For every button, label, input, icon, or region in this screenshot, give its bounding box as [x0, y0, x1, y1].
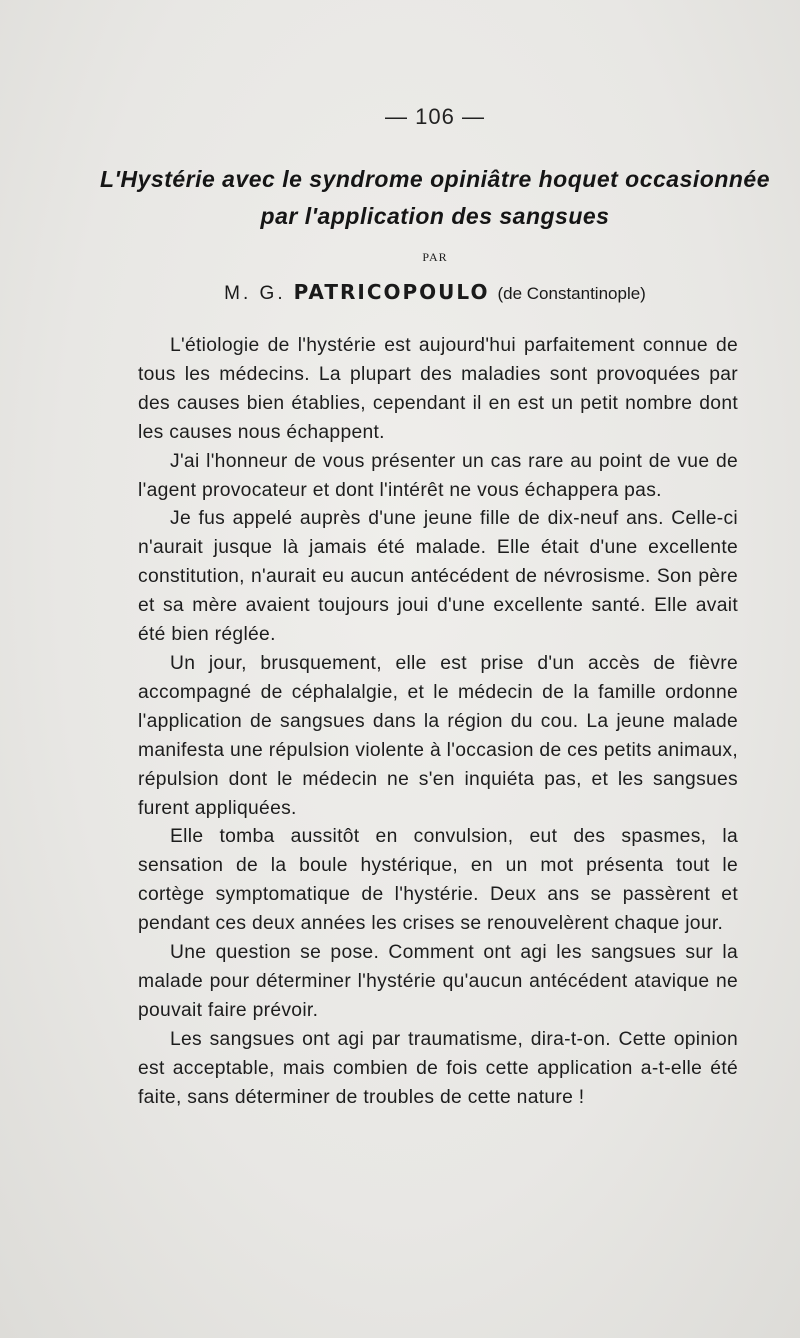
author-name: PATRICOPOULO — [293, 280, 490, 304]
article-body — [138, 332, 738, 1112]
paragraph-6: Une question se pose. Comment ont agi les sangsues sur la malade pour déterminer l'hystérie qu'aucun antécédent atavique ne pouvait faire prévoir. — [138, 942, 738, 1021]
paragraph-4: Un jour, brusquement, elle est prise d'un accès de fièvre accompagné de céphalalgie, et le médecin de la famille ordonne l'application de sangsues dans la région du cou. La jeune malade manifesta une répulsion violente à l'occasion de ces petits animaux, répulsion dont le médecin ne s'en inquiéta pas, et les sangsues furent appliquées. — [138, 652, 738, 819]
author-prefix: M. G. — [224, 283, 286, 304]
byline-par: PAR — [422, 250, 448, 264]
author-origin: (de Constantinople) — [497, 284, 646, 303]
paragraph-1: L'étiologie de l'hystérie est aujourd'hui parfaitement connue de tous les médecins. La plupart des maladies sont provoquées par des causes bien établies, cependant il en est un petit nombre dont les causes nous échappent. — [138, 335, 738, 443]
page-number: — 106 — — [385, 104, 485, 129]
paragraph-3: Je fus appelé auprès d'une jeune fille de dix-neuf ans. Celle-ci n'aurait jusque là jamais été malade. Elle était d'une excellente constitution, n'aurait eu aucun antécédent de névrosisme. Son père et sa mère avaient toujours joui d'une excellente santé. Elle avait été bien réglée. — [138, 508, 738, 646]
paragraph-5: Elle tomba aussitôt en convulsion, eut des spasmes, la sensation de la boule hystérique, en un mot présenta tout le cortège symptomatique de l'hystérie. Deux ans se passèrent et pendant ces deux années les crises se renouvelèrent chaque jour. — [138, 826, 738, 935]
article-title-line-2: par l'application des sangsues — [260, 203, 610, 229]
paragraph-2: J'ai l'honneur de vous présenter un cas rare au point de vue de l'agent provocateur et dont l'intérêt ne vous échappera pas. — [138, 450, 738, 501]
paragraph-7: Les sangsues ont agi par traumatisme, dira-t-on. Cette opinion est acceptable, mais combien de fois cette application a-t-elle été faite, sans déterminer de troubles de cette nature ! — [138, 1028, 738, 1108]
author-line — [0, 280, 800, 305]
article-title-line-1: L'Hystérie avec le syndrome opiniâtre hoquet occasionnée — [99, 166, 770, 192]
